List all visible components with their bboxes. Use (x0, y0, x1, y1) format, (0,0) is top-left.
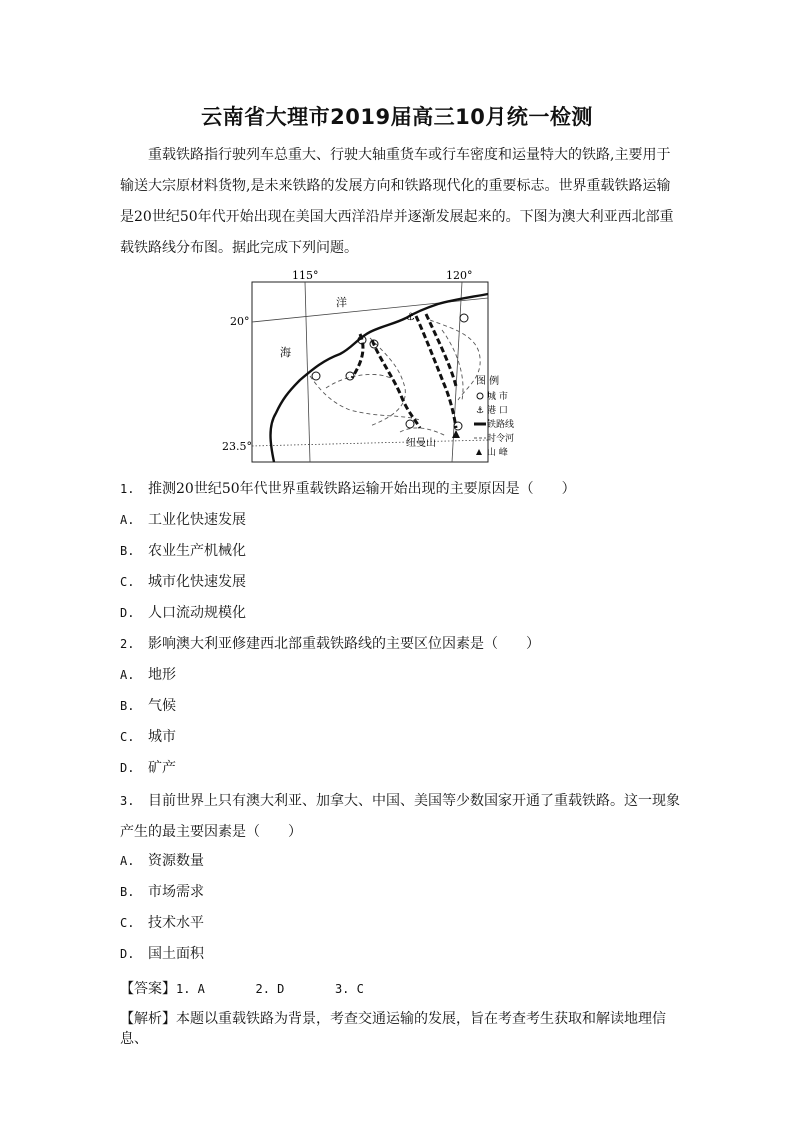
option-3d: D. 国土面积 (120, 946, 204, 962)
seasonal-river (442, 330, 463, 400)
seasonal-river (326, 374, 394, 388)
option-2d: D. 矿产 (120, 760, 176, 776)
seasonal-river (430, 320, 480, 400)
question-number: 3. (120, 794, 135, 808)
city-marker (312, 372, 320, 380)
question-1 (120, 478, 576, 498)
railway-line (372, 340, 420, 428)
legend-city-icon (477, 393, 483, 399)
legend-railway: 铁路线 (487, 420, 515, 430)
city-marker (406, 420, 414, 428)
question-stem: 影响澳大利亚修建西北部重载铁路线的主要区位因素是（ ） (148, 636, 540, 652)
legend-river: 时令河 (487, 434, 515, 444)
lat-label-20: 20° (230, 315, 250, 328)
seasonal-river (370, 338, 405, 426)
legend-port-icon: ⚓ (476, 406, 485, 416)
port-marker: ⚓ (406, 312, 415, 323)
map-legend (474, 374, 514, 458)
lon-label-115: 115° (292, 269, 319, 282)
city-marker (346, 372, 354, 380)
option-3a: A. 资源数量 (120, 853, 204, 869)
question-3 (120, 786, 680, 848)
ocean-label-hai: 海 (280, 346, 291, 359)
option-3b: B. 市场需求 (120, 884, 204, 900)
legend-city: 城 市 (487, 392, 508, 402)
seasonal-river (400, 428, 446, 436)
legend-port: 港 口 (487, 406, 508, 416)
answer-line (120, 978, 364, 998)
question-stem: 目前世界上只有澳大利亚、加拿大、中国、美国等少数国家开通了重载铁路。这一现象产生的最主要因素是（ ） (120, 793, 680, 840)
city-marker (460, 314, 468, 322)
analysis-line (120, 1008, 690, 1048)
legend-peak: 山 峰 (487, 448, 508, 458)
question-number: 1. (120, 482, 135, 496)
option-2a: A. 地形 (120, 667, 176, 683)
option-2b: B. 气候 (120, 698, 176, 714)
question-number: 2. (120, 637, 135, 651)
analysis-label: 【解析】 (120, 1011, 176, 1027)
question-2 (120, 633, 540, 653)
option-1a: A. 工业化快速发展 (120, 512, 246, 528)
option-1d: D. 人口流动规模化 (120, 605, 246, 621)
lon-label-120: 120° (446, 269, 473, 282)
legend-title: 图 例 (476, 376, 500, 387)
option-3c: C. 技术水平 (120, 915, 204, 931)
answer-label: 【答案】 (120, 981, 176, 997)
question-stem: 推测20世纪50年代世界重载铁路运输开始出现的主要原因是（ ） (148, 481, 576, 497)
lat-label-23-5: 23.5° (222, 440, 252, 453)
analysis-text: 本题以重载铁路为背景，考查交通运输的发展，旨在考查考生获取和解读地理信息、 (120, 1011, 666, 1047)
page-title: 云南省大理市2019届高三10月统一检测 (201, 105, 593, 129)
railway-map (222, 268, 515, 468)
mountain-label: 纽曼山 (406, 438, 436, 449)
ocean-label-yang: 洋 (336, 296, 347, 309)
option-1c: C. 城市化快速发展 (120, 574, 246, 590)
option-2c: C. 城市 (120, 729, 176, 745)
option-1b: B. 农业生产机械化 (120, 543, 246, 559)
intro-paragraph: 重载铁路指行驶列车总重大、行驶大轴重货车或行车密度和运量特大的铁路,主要用于输送大宗原材料货物,是未来铁路的发展方向和铁路现代化的重要标志。世界重载铁路运输是20世纪50年代开始出现在美国大西洋沿岸并逐渐发展起来的。下图为澳大利亚西北部重载铁路线分布图。据此完成下列问题。 (120, 147, 674, 256)
legend-peak-icon (476, 449, 482, 455)
answer-text: 1. A 2. D 3. C (176, 982, 364, 996)
